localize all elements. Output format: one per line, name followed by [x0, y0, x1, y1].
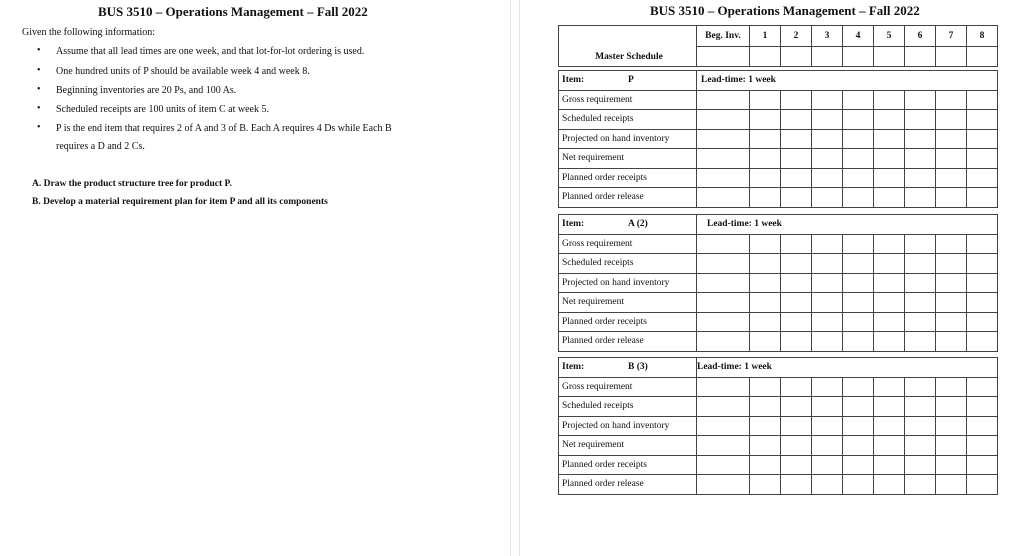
week-cell[interactable] [812, 455, 843, 475]
bullet-text: Beginning inventories are 20 Ps, and 100 As. [56, 85, 237, 96]
week-cell[interactable] [843, 455, 874, 475]
week-cell[interactable] [967, 188, 998, 208]
week-cell[interactable] [936, 416, 967, 436]
week-cell[interactable] [781, 129, 812, 149]
mrp-table [558, 357, 998, 495]
row-label: Scheduled receipts [559, 254, 697, 274]
week-cell[interactable] [750, 475, 781, 495]
week-header: 6 [905, 26, 936, 47]
week-cell[interactable] [936, 254, 967, 274]
week-cell[interactable] [874, 436, 905, 456]
week-cell[interactable] [781, 312, 812, 332]
week-header: 2 [781, 26, 812, 47]
master-cell[interactable] [781, 46, 812, 67]
row-label: Planned order release [559, 475, 697, 495]
item-header-cell [559, 71, 697, 91]
week-cell[interactable] [905, 110, 936, 130]
mrp-table [558, 70, 998, 208]
week-cell[interactable] [936, 436, 967, 456]
week-cell[interactable] [874, 129, 905, 149]
row-label: Scheduled receipts [559, 110, 697, 130]
week-cell[interactable] [750, 273, 781, 293]
item-name: P [628, 75, 634, 86]
week-cell[interactable] [905, 293, 936, 313]
week-cell[interactable] [843, 436, 874, 456]
week-cell[interactable] [781, 455, 812, 475]
week-cell[interactable] [874, 273, 905, 293]
week-cell[interactable] [936, 377, 967, 397]
week-cell[interactable] [812, 234, 843, 254]
week-cell[interactable] [843, 312, 874, 332]
master-cell[interactable] [697, 46, 750, 67]
row-label: Net requirement [559, 436, 697, 456]
row-label: Planned order receipts [559, 455, 697, 475]
week-cell[interactable] [843, 168, 874, 188]
week-cell[interactable] [905, 254, 936, 274]
week-cell[interactable] [750, 188, 781, 208]
bullet-text: Assume that all lead times are one week, and that lot-for-lot ordering is used. [56, 46, 365, 57]
week-cell[interactable] [905, 168, 936, 188]
right-page-title: BUS 3510 – Operations Management – Fall 2022 [650, 3, 920, 18]
master-cell[interactable] [905, 46, 936, 67]
week-cell[interactable] [781, 149, 812, 169]
master-cell[interactable] [812, 46, 843, 67]
week-cell[interactable] [967, 377, 998, 397]
week-cell[interactable] [843, 377, 874, 397]
beg-inv-cell[interactable] [697, 455, 750, 475]
week-cell[interactable] [967, 90, 998, 110]
week-cell[interactable] [905, 436, 936, 456]
week-cell[interactable] [843, 110, 874, 130]
bullet-dot: • [37, 45, 41, 56]
week-cell[interactable] [874, 168, 905, 188]
week-cell[interactable] [874, 397, 905, 417]
week-cell[interactable] [843, 397, 874, 417]
week-cell[interactable] [967, 455, 998, 475]
week-cell[interactable] [905, 397, 936, 417]
week-cell[interactable] [812, 168, 843, 188]
week-cell[interactable] [750, 377, 781, 397]
week-cell[interactable] [781, 436, 812, 456]
week-cell[interactable] [936, 90, 967, 110]
week-cell[interactable] [812, 475, 843, 495]
week-cell[interactable] [812, 110, 843, 130]
week-cell[interactable] [905, 188, 936, 208]
week-cell[interactable] [874, 234, 905, 254]
week-cell[interactable] [750, 293, 781, 313]
item-header-cell [559, 215, 697, 235]
week-cell[interactable] [874, 455, 905, 475]
week-cell[interactable] [874, 332, 905, 352]
master-cell[interactable] [936, 46, 967, 67]
week-cell[interactable] [905, 149, 936, 169]
master-cell[interactable] [750, 46, 781, 67]
intro-text: Given the following information: [22, 27, 156, 38]
row-label: Scheduled receipts [559, 397, 697, 417]
week-cell[interactable] [750, 332, 781, 352]
week-header: 4 [843, 26, 874, 47]
week-cell[interactable] [750, 234, 781, 254]
lead-time: Lead-time: 1 week [697, 358, 998, 378]
week-cell[interactable] [967, 129, 998, 149]
week-cell[interactable] [905, 90, 936, 110]
left-page-title: BUS 3510 – Operations Management – Fall 2022 [98, 4, 368, 19]
week-cell[interactable] [781, 110, 812, 130]
week-cell[interactable] [905, 416, 936, 436]
week-header: 5 [874, 26, 905, 47]
left-page [0, 0, 510, 556]
bullet-dot: • [37, 122, 41, 133]
beg-inv-header: Beg. Inv. [697, 26, 750, 47]
week-cell[interactable] [812, 90, 843, 110]
week-cell[interactable] [967, 293, 998, 313]
week-cell[interactable] [781, 234, 812, 254]
question-b: B. Develop a material requirement plan for item P and all its components [32, 197, 328, 207]
master-cell[interactable] [843, 46, 874, 67]
week-cell[interactable] [874, 110, 905, 130]
week-cell[interactable] [750, 149, 781, 169]
week-cell[interactable] [874, 90, 905, 110]
week-cell[interactable] [812, 436, 843, 456]
week-cell[interactable] [750, 90, 781, 110]
beg-inv-cell[interactable] [697, 90, 750, 110]
master-schedule-label: Master Schedule [559, 26, 697, 67]
week-cell[interactable] [781, 416, 812, 436]
week-cell[interactable] [812, 254, 843, 274]
master-cell[interactable] [967, 46, 998, 67]
item-label: Item: [562, 75, 585, 86]
item-name: B (3) [628, 362, 648, 373]
item-label: Item: [562, 362, 585, 373]
week-cell[interactable] [936, 129, 967, 149]
beg-inv-cell[interactable] [697, 312, 750, 332]
week-header: 7 [936, 26, 967, 47]
lead-time: Lead-time: 1 week [697, 215, 998, 235]
bullet-text: Scheduled receipts are 100 units of item C at week 5. [56, 104, 269, 115]
week-cell[interactable] [812, 416, 843, 436]
week-cell[interactable] [874, 312, 905, 332]
week-cell[interactable] [967, 312, 998, 332]
week-cell[interactable] [936, 455, 967, 475]
week-cell[interactable] [781, 273, 812, 293]
master-schedule-table [558, 25, 998, 67]
week-cell[interactable] [936, 475, 967, 495]
week-cell[interactable] [781, 332, 812, 352]
beg-inv-cell[interactable] [697, 273, 750, 293]
bullet-dot: • [37, 65, 41, 76]
week-cell[interactable] [781, 293, 812, 313]
week-cell[interactable] [750, 455, 781, 475]
week-header: 3 [812, 26, 843, 47]
row-label: Planned order receipts [559, 168, 697, 188]
week-cell[interactable] [967, 273, 998, 293]
item-header-cell [559, 358, 697, 378]
row-label: Gross requirement [559, 377, 697, 397]
item-label: Item: [562, 219, 585, 230]
beg-inv-cell[interactable] [697, 254, 750, 274]
beg-inv-cell[interactable] [697, 436, 750, 456]
week-cell[interactable] [812, 332, 843, 352]
week-cell[interactable] [967, 397, 998, 417]
page-gutter [510, 0, 520, 556]
week-cell[interactable] [812, 397, 843, 417]
week-cell[interactable] [874, 149, 905, 169]
week-cell[interactable] [750, 168, 781, 188]
week-cell[interactable] [936, 312, 967, 332]
master-cell[interactable] [874, 46, 905, 67]
week-cell[interactable] [905, 273, 936, 293]
week-cell[interactable] [936, 293, 967, 313]
week-cell[interactable] [967, 475, 998, 495]
beg-inv-cell[interactable] [697, 475, 750, 495]
beg-inv-cell[interactable] [697, 377, 750, 397]
week-cell[interactable] [812, 273, 843, 293]
week-cell[interactable] [843, 273, 874, 293]
week-cell[interactable] [874, 416, 905, 436]
week-cell[interactable] [967, 168, 998, 188]
week-cell[interactable] [750, 312, 781, 332]
week-cell[interactable] [905, 332, 936, 352]
week-cell[interactable] [905, 455, 936, 475]
mrp-table [558, 214, 998, 352]
beg-inv-cell[interactable] [697, 416, 750, 436]
week-cell[interactable] [936, 188, 967, 208]
week-cell[interactable] [843, 254, 874, 274]
week-cell[interactable] [781, 377, 812, 397]
week-cell[interactable] [812, 188, 843, 208]
bullet-text: One hundred units of P should be available week 4 and week 8. [56, 66, 310, 77]
row-label: Planned order release [559, 332, 697, 352]
week-cell[interactable] [843, 149, 874, 169]
week-cell[interactable] [874, 254, 905, 274]
week-header: 8 [967, 26, 998, 47]
beg-inv-cell[interactable] [697, 149, 750, 169]
lead-time: Lead-time: 1 week [697, 71, 998, 91]
row-label: Gross requirement [559, 234, 697, 254]
beg-inv-cell[interactable] [697, 234, 750, 254]
week-cell[interactable] [905, 129, 936, 149]
week-cell[interactable] [812, 129, 843, 149]
week-cell[interactable] [905, 234, 936, 254]
beg-inv-cell[interactable] [697, 293, 750, 313]
week-cell[interactable] [967, 110, 998, 130]
row-label: Planned order receipts [559, 312, 697, 332]
week-cell[interactable] [843, 475, 874, 495]
week-cell[interactable] [781, 254, 812, 274]
week-cell[interactable] [874, 475, 905, 495]
bullet-continuation: requires a D and 2 Cs. [56, 141, 145, 152]
beg-inv-cell[interactable] [697, 188, 750, 208]
week-cell[interactable] [936, 234, 967, 254]
week-cell[interactable] [750, 254, 781, 274]
row-label: Projected on hand inventory [559, 129, 697, 149]
week-cell[interactable] [843, 188, 874, 208]
row-label: Projected on hand inventory [559, 273, 697, 293]
week-cell[interactable] [874, 293, 905, 313]
week-cell[interactable] [781, 188, 812, 208]
week-cell[interactable] [781, 168, 812, 188]
week-cell[interactable] [967, 436, 998, 456]
week-cell[interactable] [967, 332, 998, 352]
week-cell[interactable] [781, 475, 812, 495]
week-cell[interactable] [781, 90, 812, 110]
week-cell[interactable] [812, 293, 843, 313]
week-cell[interactable] [843, 293, 874, 313]
week-cell[interactable] [781, 397, 812, 417]
bullet-dot: • [37, 103, 41, 114]
week-cell[interactable] [936, 332, 967, 352]
week-cell[interactable] [812, 312, 843, 332]
week-cell[interactable] [750, 397, 781, 417]
week-cell[interactable] [843, 129, 874, 149]
week-cell[interactable] [843, 90, 874, 110]
right-page [520, 0, 1024, 556]
week-cell[interactable] [812, 377, 843, 397]
row-label: Net requirement [559, 149, 697, 169]
beg-inv-cell[interactable] [697, 397, 750, 417]
week-cell[interactable] [750, 110, 781, 130]
week-cell[interactable] [905, 475, 936, 495]
row-label: Planned order release [559, 188, 697, 208]
bullet-text: P is the end item that requires 2 of A and 3 of B. Each A requires 4 Ds while Each B [56, 123, 392, 134]
week-cell[interactable] [936, 149, 967, 169]
week-cell[interactable] [843, 416, 874, 436]
week-cell[interactable] [874, 188, 905, 208]
bullet-dot: • [37, 84, 41, 95]
week-cell[interactable] [936, 168, 967, 188]
week-cell[interactable] [967, 416, 998, 436]
row-label: Net requirement [559, 293, 697, 313]
week-cell[interactable] [967, 149, 998, 169]
week-cell[interactable] [936, 397, 967, 417]
row-label: Projected on hand inventory [559, 416, 697, 436]
week-cell[interactable] [905, 377, 936, 397]
week-cell[interactable] [750, 436, 781, 456]
beg-inv-cell[interactable] [697, 168, 750, 188]
beg-inv-cell[interactable] [697, 129, 750, 149]
week-cell[interactable] [936, 110, 967, 130]
week-cell[interactable] [812, 149, 843, 169]
week-header: 1 [750, 26, 781, 47]
question-a: A. Draw the product structure tree for product P. [32, 179, 232, 189]
week-cell[interactable] [874, 377, 905, 397]
week-cell[interactable] [905, 312, 936, 332]
week-cell[interactable] [967, 234, 998, 254]
week-cell[interactable] [843, 234, 874, 254]
week-cell[interactable] [843, 332, 874, 352]
item-name: A (2) [628, 219, 648, 230]
week-cell[interactable] [967, 254, 998, 274]
week-cell[interactable] [936, 273, 967, 293]
week-cell[interactable] [750, 129, 781, 149]
row-label: Gross requirement [559, 90, 697, 110]
beg-inv-cell[interactable] [697, 110, 750, 130]
week-cell[interactable] [750, 416, 781, 436]
beg-inv-cell[interactable] [697, 332, 750, 352]
